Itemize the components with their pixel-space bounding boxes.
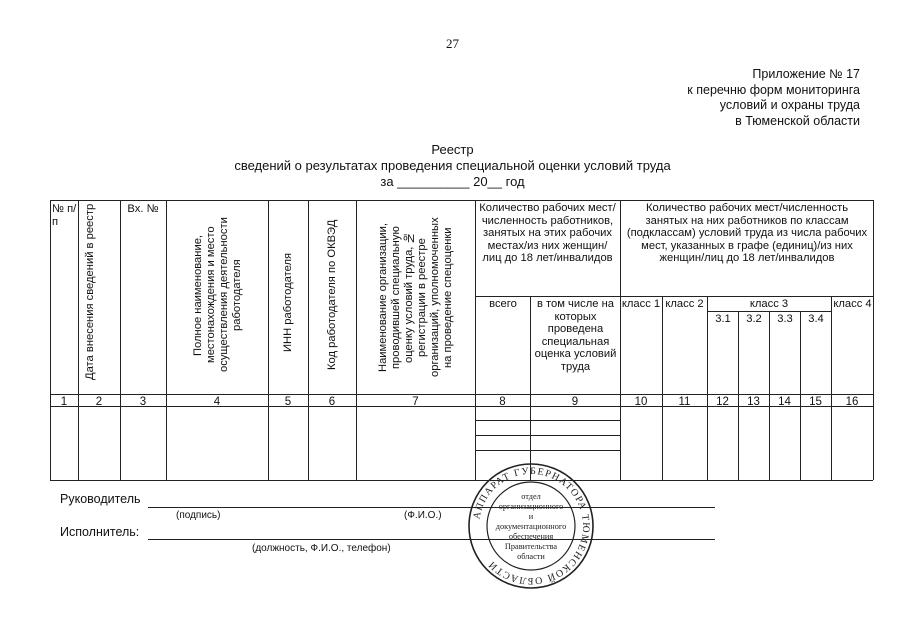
column-number: 10 <box>634 396 648 408</box>
sign-hint: (подпись) <box>176 510 221 521</box>
vline-15 <box>831 296 832 480</box>
table-border-top <box>50 200 873 201</box>
head-signature-line <box>148 507 715 508</box>
table-border-bottom <box>50 480 873 481</box>
stamp-line-3: и <box>528 512 534 521</box>
header-class1: класс 1 <box>621 298 661 310</box>
official-stamp <box>466 461 596 591</box>
title-line-3: за __________ 20__ год <box>380 174 525 189</box>
header-org-4: работодателя <box>231 259 243 331</box>
header-in-num: Вх. № <box>127 203 159 215</box>
vline-1 <box>78 200 79 480</box>
vline-4 <box>268 200 269 480</box>
header-class3: класс 3 <box>749 298 789 310</box>
stamp-line-4: документационного <box>495 522 567 531</box>
header-class-3-2: 3.2 <box>746 313 762 325</box>
vline-3 <box>166 200 167 480</box>
column-number: 3 <box>139 396 147 408</box>
executor-label: Исполнитель: <box>60 525 140 539</box>
header-bottom-line <box>50 394 873 395</box>
header-org-3: осуществления деятельности <box>218 217 230 373</box>
column-number: 15 <box>809 396 822 408</box>
vline-0 <box>50 200 51 480</box>
executor-line <box>148 539 715 540</box>
header-sout-3: оценку условий труда, № <box>403 231 415 364</box>
header-class4: класс 4 <box>833 298 872 310</box>
vline-7 <box>475 200 476 480</box>
header-date: Дата внесения сведений в реестр <box>84 203 96 380</box>
document-title <box>0 142 905 190</box>
stamp-line-1: отдел <box>521 492 541 501</box>
column-number: 9 <box>571 396 579 408</box>
appendix-line-4: в Тюменской области <box>735 113 860 128</box>
inner-line-1 <box>475 420 620 421</box>
header-class2: класс 2 <box>665 298 704 310</box>
stamp-ring-text: АППАРАТ ГУБЕРНАТОРА ТЮМЕНСКОЙ ОБЛАСТИ <box>471 465 592 587</box>
appendix-line-2: к перечню форм мониторинга <box>687 82 860 97</box>
header-workplaces: Количество рабочих мест/численность работников, занятых на этих рабочих местах/из них женщин/лиц до 18 лет/инвалидов <box>479 202 616 265</box>
page-number: 27 <box>446 36 459 51</box>
appendix-note <box>687 67 860 129</box>
column-number: 12 <box>716 396 729 408</box>
header-class-3-4: 3.4 <box>808 313 824 325</box>
column-number: 13 <box>747 396 760 408</box>
header-okved: Код работодателя по ОКВЭД <box>326 219 338 371</box>
column-number: 14 <box>778 396 791 408</box>
header-num: № п/п <box>52 203 77 228</box>
header-sout-5: организаций, уполномоченных <box>429 217 441 378</box>
column-number: 2 <box>95 396 103 408</box>
stamp-line-7: области <box>517 552 545 561</box>
column-number: 1 <box>60 396 68 408</box>
header-org-2: местонахождения и место <box>205 226 217 364</box>
header-sout-4: регистрации в реестре <box>416 238 428 357</box>
vline-5 <box>308 200 309 480</box>
header-incl: в том числе на которых проведена специальная оценка условий труда <box>534 298 617 373</box>
stamp-line-6: Правительства <box>504 542 558 551</box>
header-total: всего <box>489 298 517 310</box>
inner-line-2 <box>475 435 620 436</box>
executor-hint: (должность, Ф.И.О., телефон) <box>252 543 391 554</box>
column-number: 6 <box>328 396 336 408</box>
vline-16 <box>873 200 874 480</box>
stamp-line-5: обеспечения <box>508 532 554 541</box>
vline-10 <box>662 296 663 480</box>
stamp-line-2: организационного <box>498 502 564 511</box>
inner-line-3 <box>475 450 620 451</box>
header-class-3-1: 3.1 <box>715 313 731 325</box>
column-number: 8 <box>499 396 506 408</box>
header-classes: Количество рабочих мест/численность занятых на них работников по классам (подклассам) условий труда из числа рабочих мест, указанных в графе (единиц)/из них женщин/лиц до 18 лет/инвалидов <box>626 202 868 265</box>
header-sout-6: на проведение спецоценки <box>442 227 454 368</box>
vline-2 <box>120 200 121 480</box>
column-number: 4 <box>213 396 221 408</box>
header-inn: ИНН работодателя <box>282 252 294 353</box>
column-number: 16 <box>845 396 859 408</box>
header-sout-2: проводившей специальную <box>390 226 402 369</box>
column-number: 11 <box>678 396 691 408</box>
header-sout-1: Наименование организации, <box>377 223 389 372</box>
fio-hint: (Ф.И.О.) <box>404 510 442 521</box>
appendix-line-1: Приложение № 17 <box>752 67 860 81</box>
column-number: 5 <box>284 396 292 408</box>
head-label: Руководитель <box>60 492 141 506</box>
subheader-line <box>475 296 873 297</box>
vline-6 <box>356 200 357 480</box>
appendix-line-3: условий и охраны труда <box>719 98 860 112</box>
title-line-1: Реестр <box>431 142 474 157</box>
vline-8 <box>530 296 531 480</box>
title-line-2: сведений о результатах проведения специальной оценки условий труда <box>234 158 671 173</box>
header-org-1: Полное наименование, <box>192 234 204 356</box>
header-class-3-3: 3.3 <box>777 313 793 325</box>
vline-9 <box>620 200 621 480</box>
column-number: 7 <box>412 396 419 408</box>
